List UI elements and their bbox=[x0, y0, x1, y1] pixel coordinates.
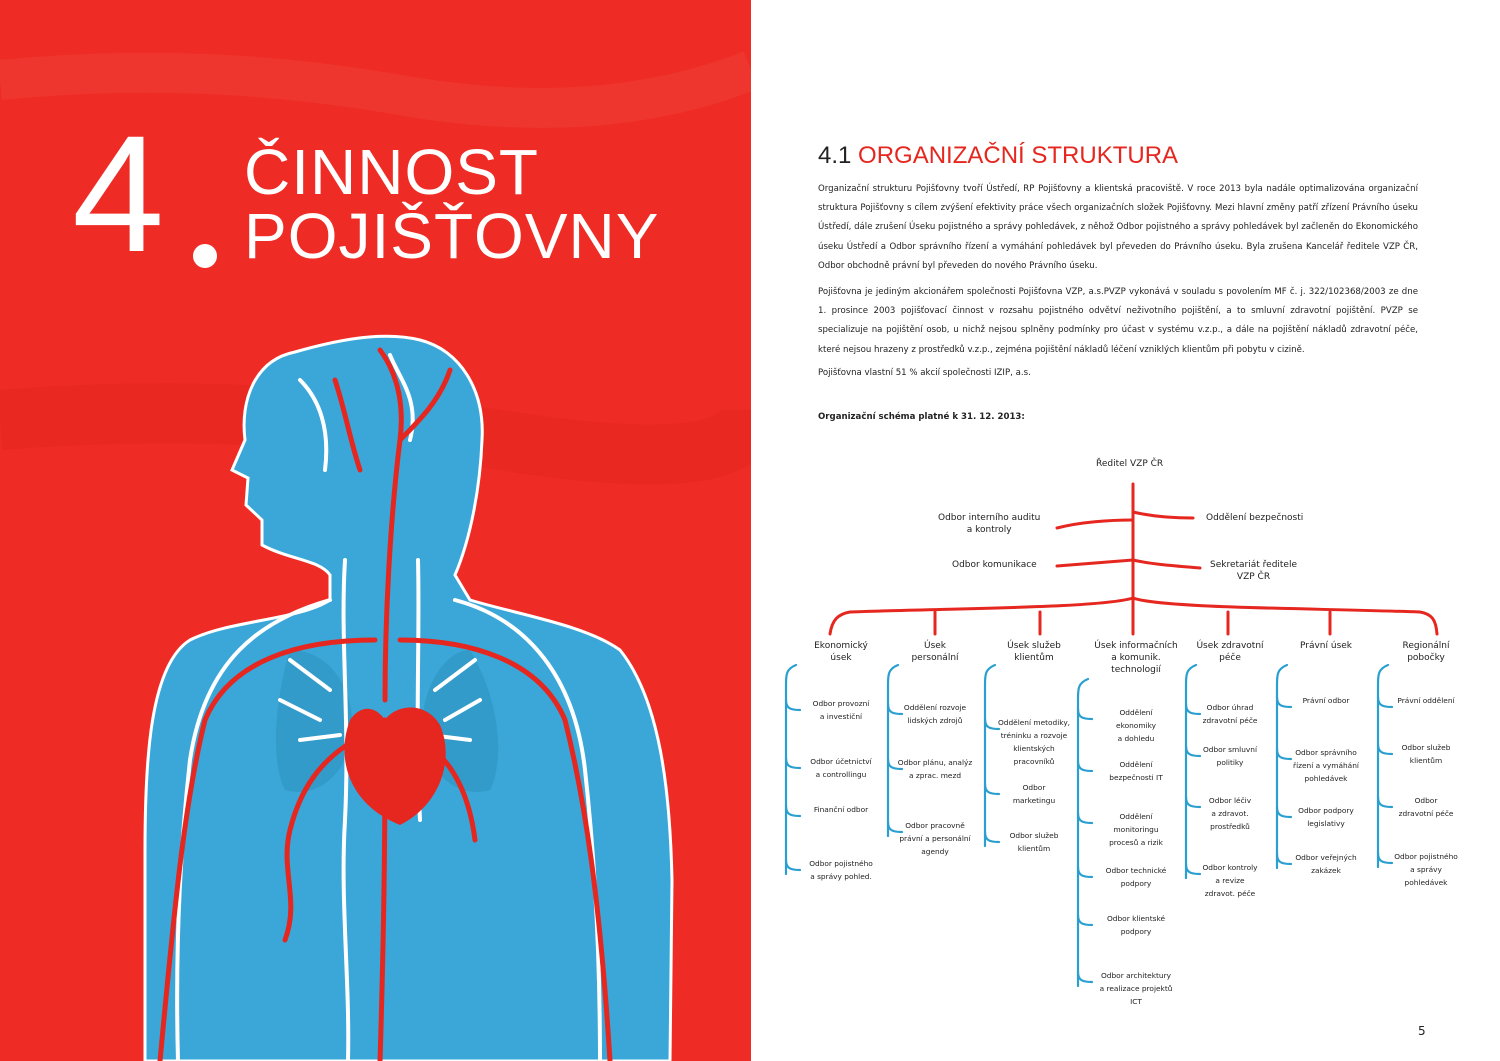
org-director: Ředitel VZP ČR bbox=[1096, 459, 1164, 469]
section-number: 4.1 bbox=[818, 142, 852, 169]
org-unit: Odbor smluvní politiky bbox=[1202, 745, 1257, 767]
org-unit: Odbor klientské podpory bbox=[1106, 914, 1166, 936]
org-unit: Odbor služeb klientům bbox=[1401, 743, 1451, 765]
org-staff-internal-audit: Odbor interního auditu a kontroly bbox=[938, 513, 1041, 535]
org-staff-secretariat: Sekretariát ředitele VZP ČR bbox=[1210, 560, 1298, 582]
paragraph-1: Organizační strukturu Pojišťovny tvoří Ústředí, RP Pojišťovny a klientská pracoviště. V roce 2013 byla nadále optimalizována organizační struktura Pojišťovny s cílem zvýšení efektivity práce všech organizačních složek Pojišťovny. Mezi hlavní změny patří zřízení Právního úseku Ústředí, dále zrušení Úseku pojistného a správy pohledávek, z něhož Odbor pojistného a správy pohledávek byl začleněn do Ekonomického úseku Ústředí a Odbor správního řízení a vymáhání pohledávek byl převeden do Právního úseku. Byla zrušena Kancelář ředitele VZP ČR, Odbor obchodně právní byl převeden do nového Právního úseku. bbox=[818, 184, 1418, 271]
org-unit: Oddělení ekonomiky a dohledu bbox=[1116, 708, 1156, 743]
chapter-title-line2: POJIŠŤOVNY bbox=[244, 200, 660, 272]
org-unit: Odbor plánu, analýz a zprac. mezd bbox=[897, 758, 973, 780]
division-bracket-spine bbox=[888, 665, 898, 836]
org-unit: Oddělení metodiky, tréninku a rozvoje klientských pracovníků bbox=[997, 718, 1071, 766]
org-division-name: Úsek personální bbox=[911, 641, 959, 663]
org-unit: Finanční odbor bbox=[813, 805, 869, 814]
org-division-name: Úsek zdravotní péče bbox=[1196, 641, 1264, 663]
org-staff-security: Oddělení bezpečnosti bbox=[1206, 513, 1304, 523]
paragraph-2: Pojišťovna je jediným akcionářem společnosti Pojišťovna VZP, a.s.PVZP vykonává v souladu s povolením MF č. j. 322/102368/2003 ze dne 1. prosince 2003 pojišťovací činnost v rozsahu pojistného odvětví neživotního pojištění, a to smluvní zdravotní pojištění. PVZP se specializuje na pojištění osob, u nichž nejsou splněny podmínky pro účast v systému v.z.p., a dále na pojištění nákladů zdravotní péče, které nejsou hrazeny z prostředků v.z.p., zejména pojištění nákladů léčení vzniklých klientům při pobytu v cizině. bbox=[818, 287, 1418, 355]
org-unit: Právní odbor bbox=[1302, 696, 1350, 705]
paragraph-3: Pojišťovna vlastní 51 % akcií společnosti IZIP, a.s. bbox=[818, 368, 1031, 378]
org-unit: Odbor marketingu bbox=[1012, 783, 1056, 805]
org-unit: Oddělení bezpečnosti IT bbox=[1109, 760, 1163, 782]
org-unit: Odbor služeb klientům bbox=[1009, 831, 1059, 853]
chapter-number: 4 bbox=[72, 102, 165, 287]
org-unit: Odbor kontroly a revize zdravot. péče bbox=[1202, 863, 1258, 898]
org-division-name: Úsek služeb klientům bbox=[1007, 641, 1061, 663]
org-unit: Odbor léčiv a zdravot. prostředků bbox=[1208, 796, 1252, 831]
org-unit: Odbor provozní a investiční bbox=[812, 699, 870, 721]
schema-title: Organizační schéma platné k 31. 12. 2013: bbox=[818, 412, 1025, 422]
org-division-name: Právní úsek bbox=[1299, 641, 1353, 651]
org-unit: Právní oddělení bbox=[1397, 696, 1455, 705]
org-division-name: Úsek informačních a komunik. technologií bbox=[1094, 641, 1178, 675]
org-unit: Odbor úhrad zdravotní péče bbox=[1202, 703, 1258, 725]
org-unit: Odbor pracovně právní a personální agendy bbox=[899, 821, 971, 856]
org-unit: Odbor architektury a realizace projektů ICT bbox=[1099, 971, 1173, 1006]
page-number: 5 bbox=[1418, 1024, 1426, 1038]
chapter-title-line1: ČINNOST bbox=[244, 136, 539, 208]
org-unit: Odbor účetnictví a controllingu bbox=[810, 757, 872, 779]
org-staff-communication: Odbor komunikace bbox=[952, 560, 1037, 570]
division-bracket-spine bbox=[1186, 665, 1196, 878]
org-division-name: Regionální pobočky bbox=[1402, 641, 1450, 663]
org-unit: Odbor správního řízení a vymáhání pohledávek bbox=[1293, 748, 1359, 783]
section-title: ORGANIZAČNÍ STRUKTURA bbox=[858, 142, 1179, 169]
org-unit: Odbor technické podpory bbox=[1105, 866, 1167, 888]
org-unit: Odbor pojistného a správy pohledávek bbox=[1394, 852, 1458, 887]
org-unit: Oddělení rozvoje lidských zdrojů bbox=[903, 703, 967, 725]
org-unit: Odbor veřejných zakázek bbox=[1295, 853, 1357, 875]
org-unit: Odbor zdravotní péče bbox=[1398, 796, 1454, 818]
org-unit: Odbor podpory legislativy bbox=[1298, 806, 1354, 828]
org-unit: Odbor pojistného a správy pohled. bbox=[809, 859, 873, 881]
org-division-name: Ekonomický úsek bbox=[814, 641, 868, 663]
org-unit: Oddělení monitoringu procesů a rizik bbox=[1109, 812, 1163, 847]
